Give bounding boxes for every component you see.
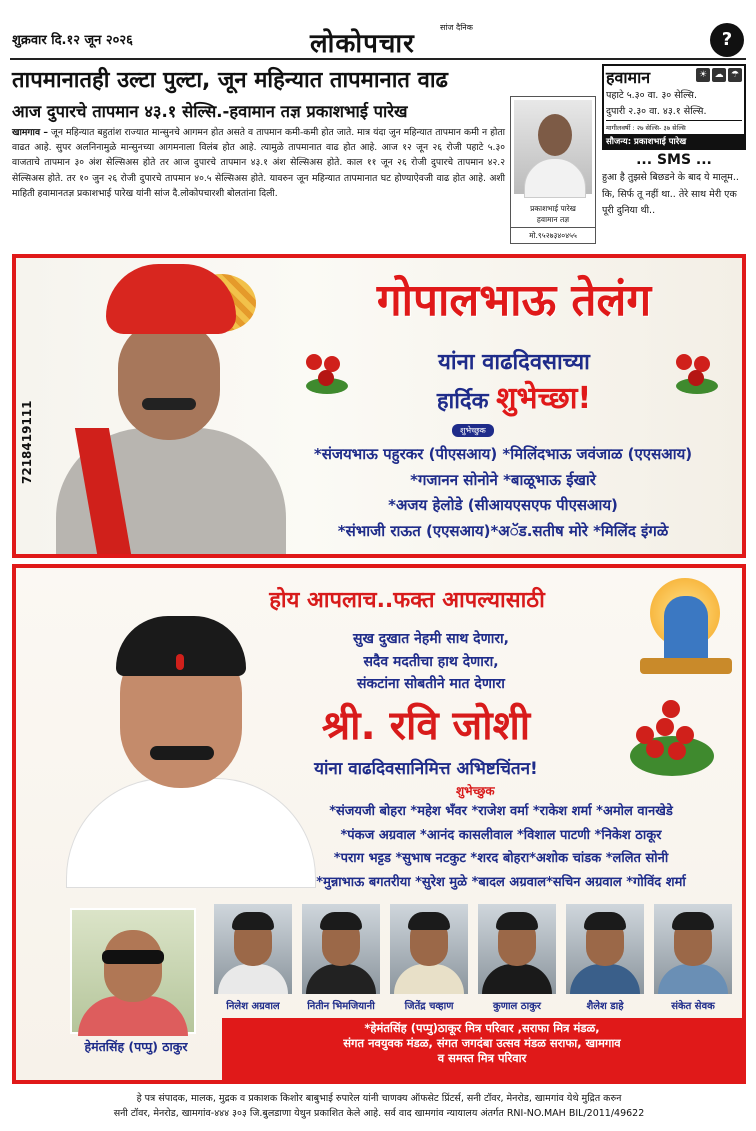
news-body bbox=[12, 125, 505, 201]
ad2-wish: यांना वाढदिवसानिमित्त अभिष्टचिंतन! bbox=[314, 759, 538, 779]
ad1-phone: 7218419111 bbox=[20, 400, 34, 484]
wisher-line: *संजयजी बोहरा *महेश भँवर *राजेश वर्मा *राकेश शर्मा *अमोल वानखेडे bbox=[329, 804, 673, 819]
news-body-text: जून महिन्यात बहुतांश राज्यात मान्सुनचे आगमन होत असते व तापमान कमी-कमी होत जाते. मात्र यंदा जुन महिन्यात तापमान कमी न होता वाढत आहे. सुपर अलनिनामुळे मान्सुनच्या आगमनाला विलंब होत आहे. त्यामुळे तापमानात वाढ होत आहे. आज १२ जून २६ रोजी पहाटे ५.३० वाजताचे तापमान ३० अंश सेल्सिअस होते तर आज दुपारचे तापमान ४३.१ अंश सेल्सिअस होते. काल ११ जून २६ रोजी दुपारचे तापमान ४२.२ सेल्सिअस होते. तर १० जुन २६ रोजी दुपारचे तापमान ४०.५ सेल्सिअस होते. यावरुन जून महिन्यात तापमानात घट होण्याऐवजी वाढ होत आहे. अशी माहिती हवामानतज्ञ प्रकाशभाई पारेख यांनी सांज दै.लोकोपचारशी बोलतांना दिली. bbox=[12, 127, 506, 199]
wisher-photo-caption: नितीन भिमजियानी bbox=[307, 1001, 375, 1012]
wisher-photo-caption: निलेश अग्रवाल bbox=[226, 1001, 280, 1012]
expert-photo-caption: प्रकाशभाई पारेख हवामान तज्ञ bbox=[530, 204, 576, 224]
wisher-photo-caption: कुणाल ठाकुर bbox=[493, 1001, 541, 1012]
expert-photo-box bbox=[510, 96, 596, 244]
news-headline: तापमानातही उल्टा पुल्टा, जून महिन्यात तापमानात वाढ bbox=[12, 68, 448, 93]
deity-image bbox=[626, 578, 736, 678]
sun-icon: ☀ bbox=[696, 68, 710, 82]
weather-icons bbox=[696, 68, 742, 82]
wisher-photo bbox=[654, 904, 732, 994]
main-wisher-photo bbox=[70, 908, 196, 1034]
wisher-line: *गजानन सोनोने *बाळूभाऊ ईखारे bbox=[410, 470, 596, 489]
ad1-wish-line1: यांना वाढदिवसाच्या bbox=[438, 350, 590, 375]
wisher-photo-caption: संकेत सेवक bbox=[671, 1001, 715, 1012]
rose-icon bbox=[306, 354, 348, 398]
wisher-photo bbox=[478, 904, 556, 994]
rain-icon: ☂ bbox=[728, 68, 742, 82]
expert-photo bbox=[514, 100, 592, 194]
wisher-photo-caption: जितेंद्र चव्हाण bbox=[404, 1001, 454, 1012]
ad1-portrait bbox=[46, 258, 296, 554]
sms-text: हुआ है तुझसे बिछडने के बाद ये मालूम.. कि, सिर्फ तू नहीं था.. तेरे साथ मेरी एक पूरी दुनिया थी.. bbox=[602, 172, 739, 216]
issue-date: शुक्रवार दि.१२ जून २०२६ bbox=[12, 33, 133, 48]
expert-mobile: मो.९५२७३४०४५५ bbox=[511, 227, 595, 244]
rose-icon bbox=[676, 354, 718, 398]
weather-box bbox=[602, 64, 746, 150]
masthead bbox=[10, 22, 746, 60]
newspaper-logo-icon: ? bbox=[710, 23, 744, 57]
sms-title: ... SMS ... bbox=[636, 152, 712, 168]
ad1-wishers bbox=[266, 442, 740, 544]
ad1-wishers-label: शुभेच्छुक bbox=[452, 424, 494, 437]
wisher-line: *अजय हेलोडे (सीआयएसएफ पीएसआय) bbox=[388, 496, 618, 514]
imprint-line: हे पत्र संपादक, मालक, मुद्रक व प्रकाशक किशोर बाबुभाई रुपारेल यांनी चाणक्य ऑफसेट प्रिंटर्स, सनी टॉवर, मेनरोड, खामगांव येथे मुद्रित करुन bbox=[136, 1093, 622, 1104]
wisher-photo bbox=[566, 904, 644, 994]
weather-afternoon: दुपारी २.३० वा. ४३.१ सेल्सि. bbox=[606, 106, 707, 117]
newspaper-tagline: सांज दैनिक bbox=[440, 23, 473, 32]
wisher-photo bbox=[302, 904, 380, 994]
wisher-line: *संजयभाऊ पहुरकर (पीएसआय) *मिलिंदभाऊ जवंजाळ (एएसआय) bbox=[313, 445, 693, 463]
ad1-wish-line2: हार्दिक शुभेच्छा! bbox=[436, 381, 592, 416]
wisher-photo-caption: शैलेश डाहे bbox=[586, 1001, 624, 1012]
main-wisher-caption: हेमंतसिंह (पप्पु) ठाकुर bbox=[84, 1039, 188, 1054]
imprint-footer bbox=[12, 1092, 746, 1121]
wisher-photo bbox=[390, 904, 468, 994]
wisher-line: *मुन्नाभाऊ बगतरीया *सुरेश मुळे *बादल अग्रवाल*सचिन अग्रवाल *गोविंद शर्मा bbox=[316, 874, 686, 890]
ad2-slogan: होय आपलाच..फक्त आपल्यासाठी bbox=[269, 588, 545, 613]
ad1-name: गोपालभाऊ तेलंग bbox=[376, 275, 652, 326]
ad2-tribute-lines: सुख दुखात नेहमी साथ देणारा, सदैव मदतीचा हाथ देणारा, संकटांना सोबतीने मात देणारा bbox=[353, 631, 509, 692]
bouquet-icon bbox=[622, 696, 718, 786]
weather-courtesy: सौजन्य: प्रकाशभाई पारेख bbox=[604, 134, 744, 149]
news-subhead: आज दुपारचे तापमान ४३.१ सेल्सि.-हवामान तज्ञ प्रकाशभाई पारेख bbox=[12, 102, 408, 121]
ad2-name: श्री. रवि जोशी bbox=[321, 703, 531, 749]
imprint-line: सनी टॉवर, मेनरोड, खामगांव-४४४ ३०३ जि.बुलडाणा येथुन प्रकाशित केले आहे. सर्व वाद खामगांव न्यायालय अंतर्गत RNI-NO.MAH BIL/2011/49622 bbox=[113, 1107, 645, 1119]
weather-title: हवामान bbox=[606, 68, 651, 87]
ad2-wishers-label: शुभेच्छुक bbox=[456, 784, 495, 798]
wisher-line: *पंकज अग्रवाल *आनंद कासलीवाल *विशाल पाटणी *निकेश ठाकूर bbox=[340, 827, 662, 843]
news-dateline: खामगाव – bbox=[12, 127, 48, 138]
wisher-photo-strip bbox=[214, 904, 740, 1014]
weather-morning: पहाटे ५.३० वा. ३० सेल्सि. bbox=[606, 90, 697, 101]
weather-last-year: मागीलवर्षी : २७ सेल्सि- ३७ सेल्सि bbox=[606, 120, 742, 132]
birthday-ad-gopalbhau bbox=[12, 254, 746, 558]
ad2-group-credits: *हेमंतसिंह (पप्पु)ठाकूर मित्र परिवार ,सराफा मित्र मंडळ, संगत नवयुवक मंडळ, संगत जगदंबा उत्सव मंडळ सराफा, खामगाव व समस्त मित्र परिवार bbox=[222, 1018, 742, 1082]
wisher-line: *पराग भट्टड *सुभाष नटकुट *शरद बोहरा*अशोक चांडक *ललित सोनी bbox=[333, 851, 669, 866]
wisher-photo bbox=[214, 904, 292, 994]
cloud-icon: ☁ bbox=[712, 68, 726, 82]
birthday-ad-ravi-joshi bbox=[12, 564, 746, 1084]
wisher-line: *संभाजी राऊत (एएसआय)*अॅड.सतीष मोरे *मिलिंद इंगळे bbox=[337, 521, 669, 540]
ad2-wishers bbox=[266, 800, 736, 894]
sms-box bbox=[602, 152, 746, 244]
newspaper-title: लोकोपचार bbox=[310, 29, 415, 59]
